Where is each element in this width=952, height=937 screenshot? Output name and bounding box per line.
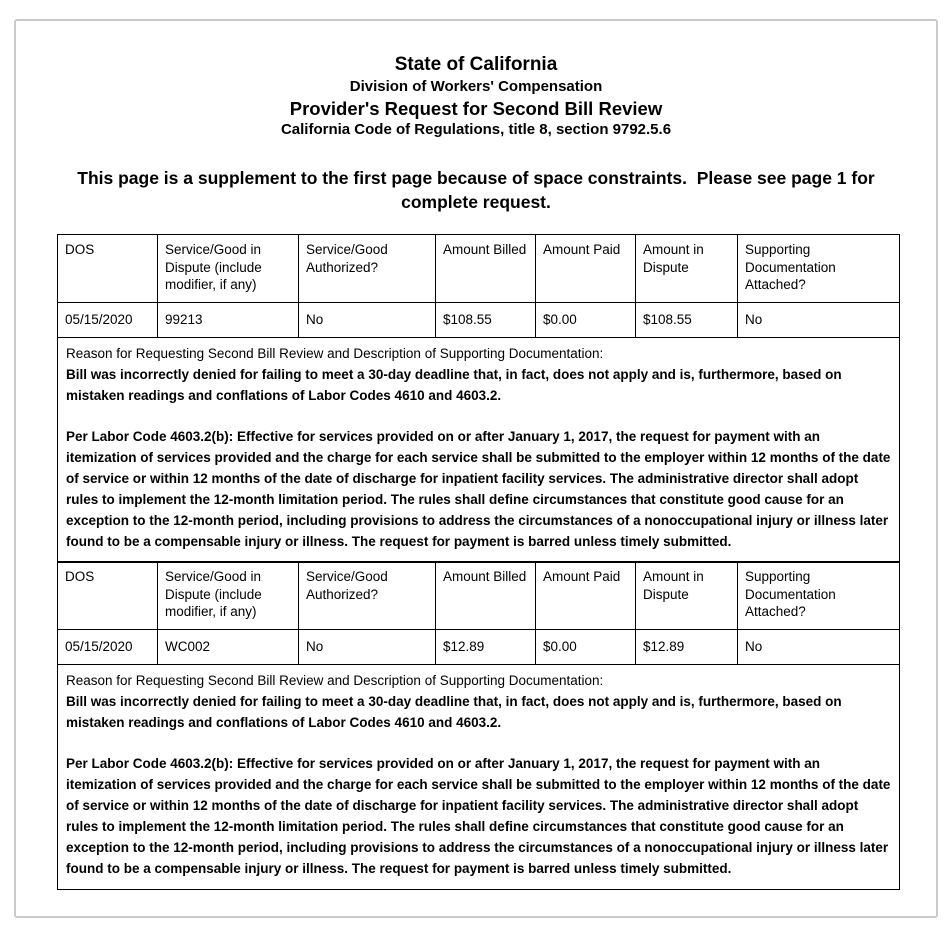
claim-2-header-row [58,562,900,630]
reason-paragraph-2: Per Labor Code 4603.2(b): Effective for services provided on or after January 1, 2017, the request for payment with an itemization of services provided and the charge for each service shall be submitted to the employer within 12 months of the date of service or within 12 months of the date of discharge for inpatient facility services. The administrative director shall adopt rules to implement the 12-month limitation period. The rules shall define circumstances that constitute good cause for an exception to the 12-month period, including provisions to address the circumstances of a nonoccupational injury or illness later found to be a compensable injury or illness. The request for payment is barred unless timely submitted. [66,755,891,876]
claim-1-reason-row [58,337,900,562]
cell-authorized: No [299,303,436,338]
column-header-dos: DOS [58,562,158,630]
column-header-amount-paid: Amount Paid [536,235,636,303]
title-regulation: California Code of Regulations, title 8, section 9792.5.6 [280,121,672,138]
column-header-dos: DOS [58,235,158,303]
column-header-service-good-in-dispute: Service/Good in Dispute (include modifier, if any) [158,235,299,303]
cell-amount-billed: $12.89 [436,630,536,665]
claim-table-1 [57,234,900,563]
reason-paragraph-1: Bill was incorrectly denied for failing to meet a 30-day deadline that, in fact, does not apply and is, furthermore, based on mistaken readings and conflations of Labor Codes 4610 and 4603.2. [66,366,842,403]
cell-amount-billed: $108.55 [436,303,536,338]
cell-service-good: 99213 [158,303,299,338]
column-header-amount-in-dispute: Amount in Dispute [636,235,738,303]
document-header [57,53,895,140]
column-header-amount-billed: Amount Billed [436,562,536,630]
supplement-note: This page is a supplement to the first page because of space constraints. Please see page 1 for complete request. [77,168,880,212]
cell-amount-paid: $0.00 [536,630,636,665]
column-header-service-good-authorized: Service/Good Authorized? [299,235,436,303]
title-form-name: Provider's Request for Second Bill Review [289,98,663,119]
cell-supporting-documentation: No [738,303,900,338]
reason-label: Reason for Requesting Second Bill Review and Description of Supporting Documentation: [66,672,604,688]
reason-box [58,664,900,889]
cell-authorized: No [299,630,436,665]
column-header-amount-paid: Amount Paid [536,562,636,630]
document-page [14,19,938,918]
reason-paragraph-2: Per Labor Code 4603.2(b): Effective for services provided on or after January 1, 2017, the request for payment with an itemization of services provided and the charge for each service shall be submitted to the employer within 12 months of the date of service or within 12 months of the date of discharge for inpatient facility services. The administrative director shall adopt rules to implement the 12-month limitation period. The rules shall define circumstances that constitute good cause for an exception to the 12-month period, including provisions to address the circumstances of a nonoccupational injury or illness later found to be a compensable injury or illness. The request for payment is barred unless timely submitted. [66,428,891,549]
cell-dos: 05/15/2020 [58,630,158,665]
reason-box [58,337,900,562]
cell-amount-paid: $0.00 [536,303,636,338]
column-header-amount-billed: Amount Billed [436,235,536,303]
column-header-supporting-documentation: Supporting Documentation Attached? [738,235,900,303]
cell-amount-in-dispute: $12.89 [636,630,738,665]
column-header-service-good-authorized: Service/Good Authorized? [299,562,436,630]
column-header-amount-in-dispute: Amount in Dispute [636,562,738,630]
title-state: State of California [394,54,558,75]
title-division: Division of Workers' Compensation [349,78,603,95]
claim-2-data-row [58,630,900,665]
claim-2-reason-row [58,664,900,889]
claims-area [57,234,895,890]
cell-supporting-documentation: No [738,630,900,665]
cell-service-good: WC002 [158,630,299,665]
column-header-service-good-in-dispute: Service/Good in Dispute (include modifier, if any) [158,562,299,630]
cell-dos: 05/15/2020 [58,303,158,338]
reason-paragraph-1: Bill was incorrectly denied for failing to meet a 30-day deadline that, in fact, does not apply and is, furthermore, based on mistaken readings and conflations of Labor Codes 4610 and 4603.2. [66,693,842,730]
reason-label: Reason for Requesting Second Bill Review and Description of Supporting Documentation: [66,345,604,361]
claim-1-header-row [58,235,900,303]
cell-amount-in-dispute: $108.55 [636,303,738,338]
claim-table-2 [57,561,900,890]
column-header-supporting-documentation: Supporting Documentation Attached? [738,562,900,630]
claim-1-data-row [58,303,900,338]
